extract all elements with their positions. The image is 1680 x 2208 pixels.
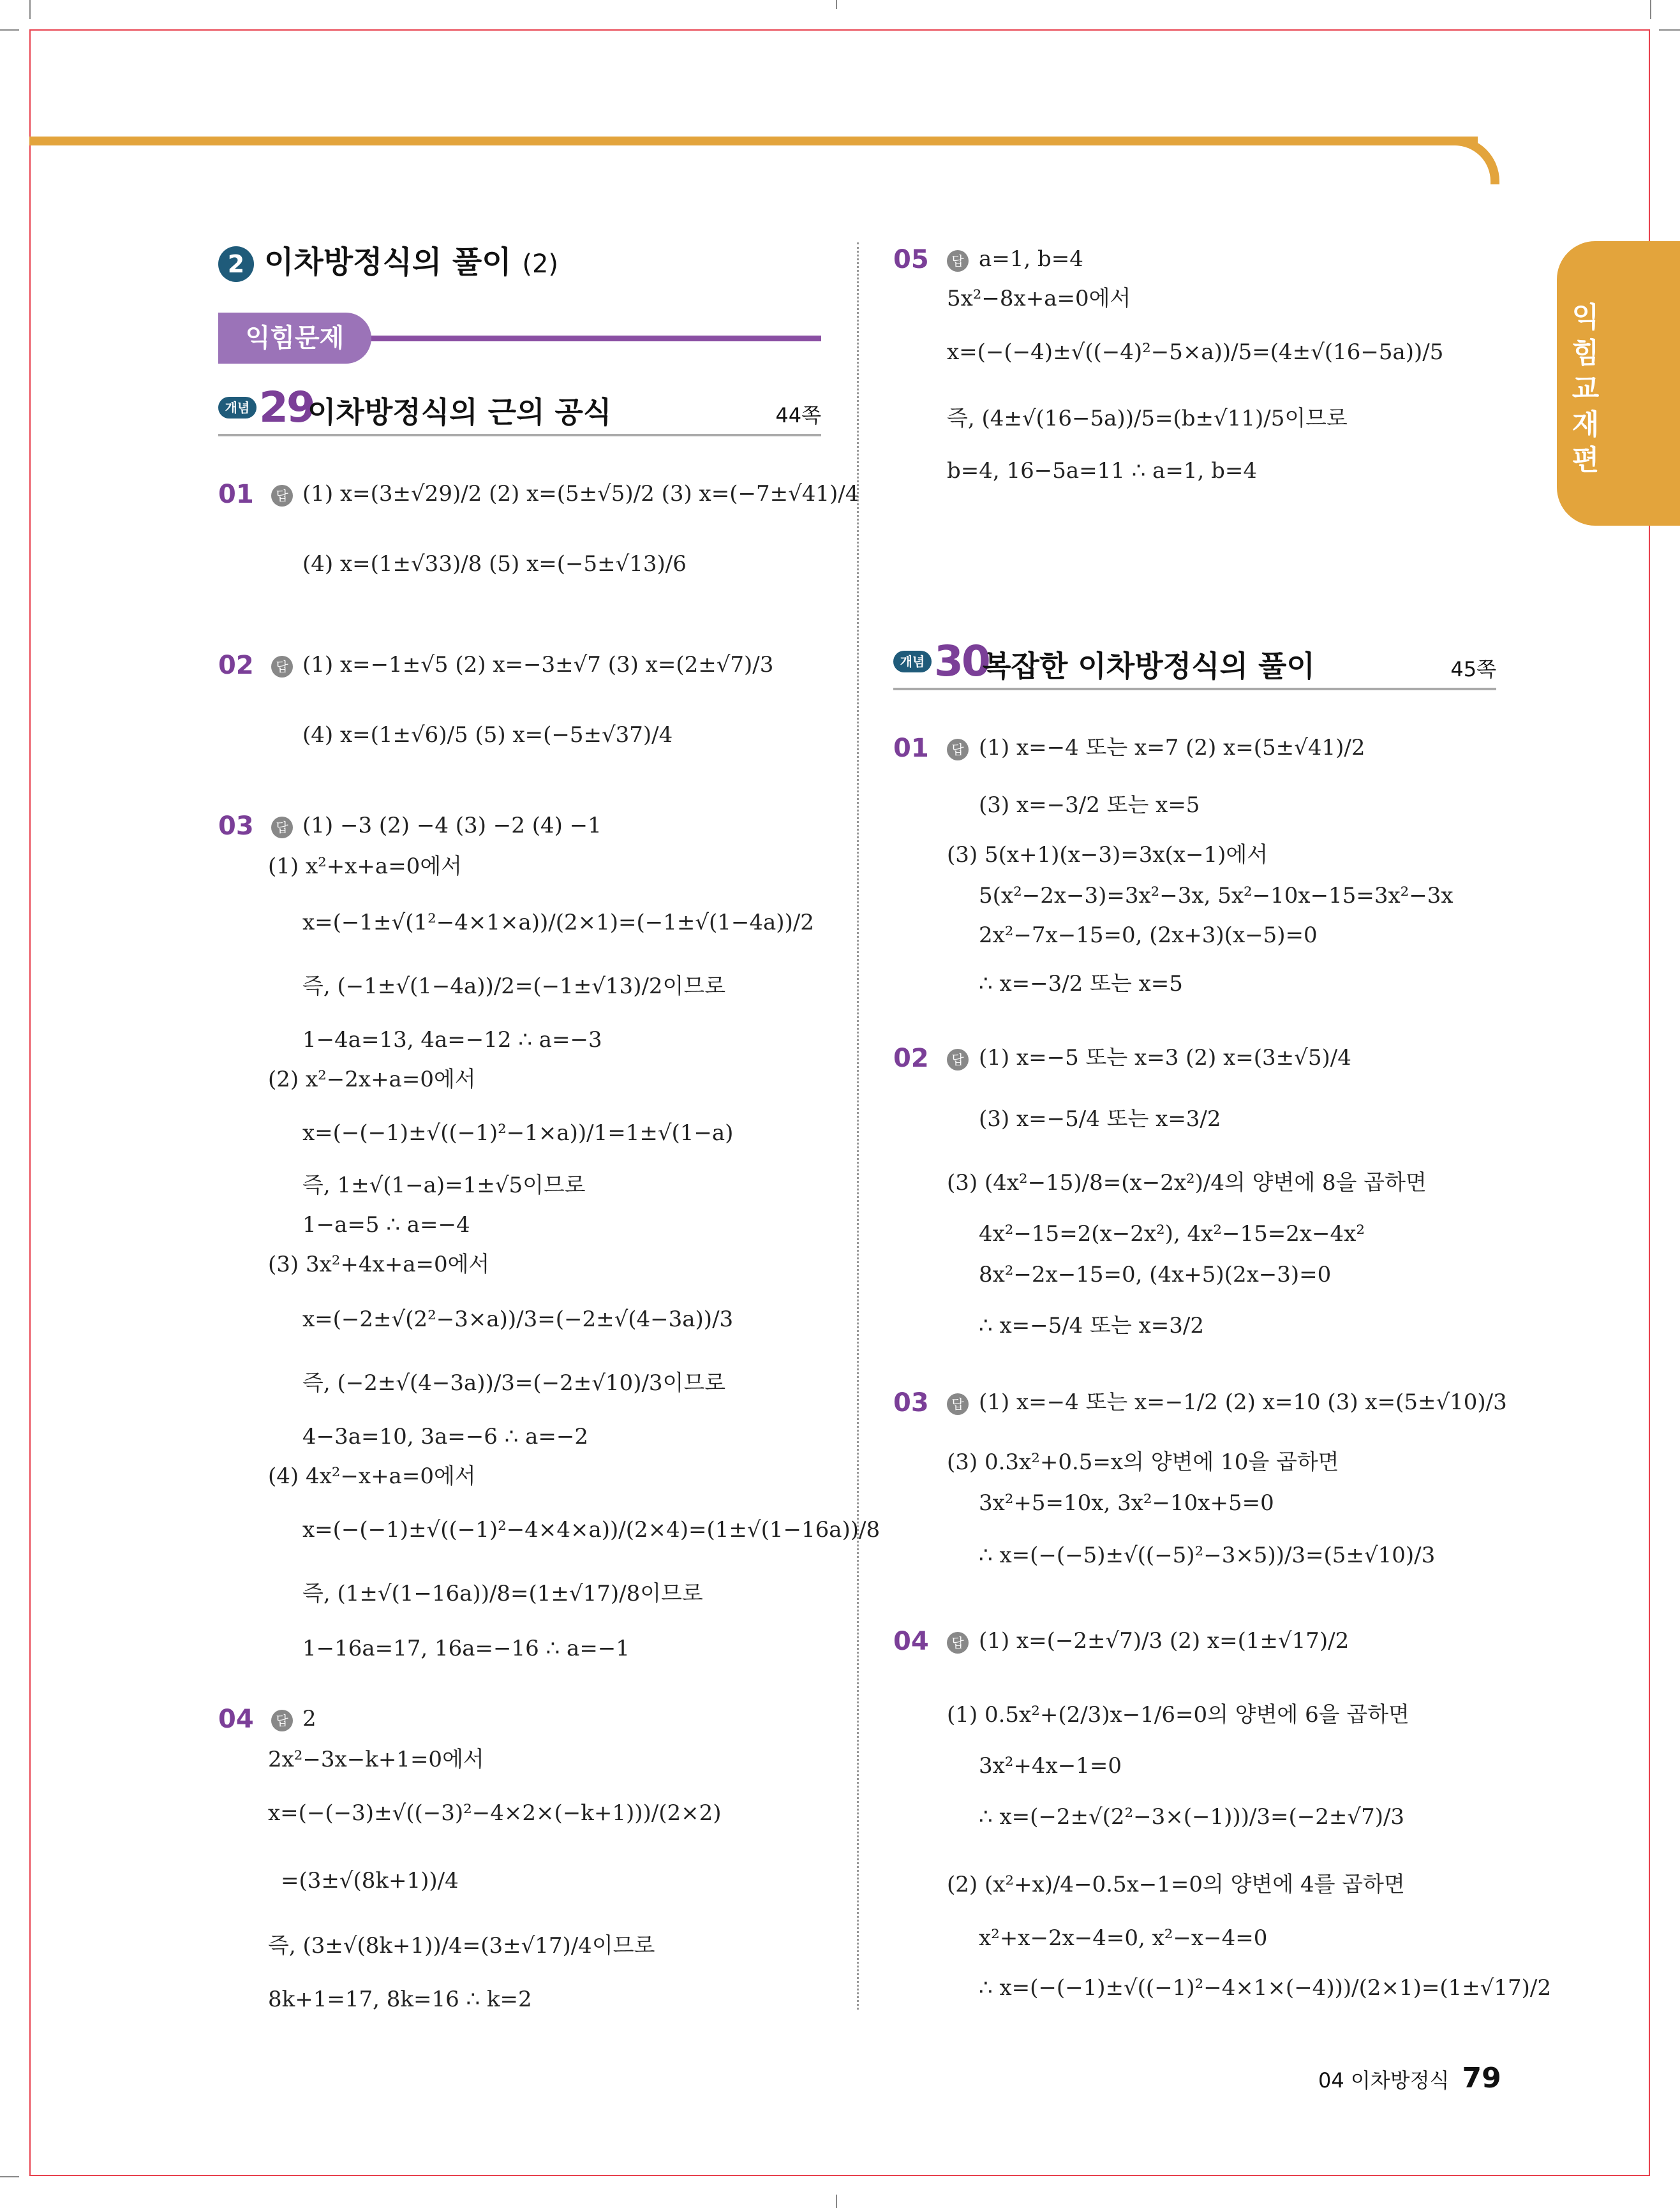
solution-line: 5x²−8x+a=0에서 — [947, 286, 1131, 311]
solution-line: (1) −3 (2) −4 (3) −2 (4) −1 — [302, 813, 602, 838]
solution-line: ∴ x=−3/2 또는 x=5 — [979, 971, 1183, 997]
solution-line: a=1, b=4 — [979, 246, 1083, 272]
solution-line: ∴ x=(−(−1)±√((−1)²−4×1×(−4)))/(2×1)=(1±√17)/2 — [979, 1975, 1551, 2001]
solution-line: (4) x=(1±√33)/8 (5) x=(−5±√13)/6 — [302, 551, 687, 577]
solution-line: x=(−(−3)±√((−3)²−4×2×(−k+1)))/(2×2) — [268, 1800, 722, 1826]
solution-line: 3x²+4x−1=0 — [979, 1753, 1122, 1779]
section-number: 2 — [218, 246, 254, 282]
concept-number: 29 — [259, 383, 314, 432]
solution-line: (1) x=−1±√5 (2) x=−3±√7 (3) x=(2±√7)/3 — [302, 652, 774, 678]
question-number: 03 — [218, 811, 254, 841]
solution-line: x=(−2±√(2²−3×a))/3=(−2±√(4−3a))/3 — [302, 1307, 734, 1332]
question-number: 02 — [218, 651, 254, 680]
solution-line: ∴ x=(−(−5)±√((−5)²−3×5))/3=(5±√10)/3 — [979, 1543, 1436, 1568]
solution-line: 4x²−15=2(x−2x²), 4x²−15=2x−4x² — [979, 1221, 1365, 1247]
solution-line: 2x²−3x−k+1=0에서 — [268, 1747, 484, 1772]
solution-line: (3) x=−3/2 또는 x=5 — [979, 792, 1200, 818]
solution-line: 즉, 1±√(1−a)=1±√5이므로 — [302, 1173, 586, 1198]
solution-line: (1) x=(3±√29)/2 (2) x=(5±√5)/2 (3) x=(−7±√41)/4 — [302, 481, 859, 507]
page-number: 79 — [1462, 2062, 1501, 2094]
solution-line: (1) 0.5x²+(2/3)x−1/6=0의 양변에 6을 곱하면 — [947, 1702, 1409, 1728]
crop-mark — [1659, 29, 1680, 31]
solution-line: 1−16a=17, 16a=−16 ∴ a=−1 — [302, 1636, 630, 1661]
answer-icon: 답 — [947, 1049, 969, 1071]
section-subtitle: (2) — [522, 249, 559, 279]
solution-line: (3) 0.3x²+0.5=x의 양변에 10을 곱하면 — [947, 1449, 1339, 1475]
solution-line: 8k+1=17, 8k=16 ∴ k=2 — [268, 1987, 532, 2012]
crop-mark — [0, 2176, 19, 2177]
solution-line: 3x²+5=10x, 3x²−10x+5=0 — [979, 1490, 1274, 1516]
practice-badge-row — [218, 313, 821, 364]
solution-line: x=(−1±√(1²−4×1×a))/(2×1)=(−1±√(1−4a))/2 — [302, 910, 814, 935]
solution-line: (4) 4x²−x+a=0에서 — [268, 1463, 476, 1489]
concept-label: 개념 — [893, 651, 932, 672]
answer-icon: 답 — [271, 485, 293, 507]
answer-icon: 답 — [271, 656, 293, 678]
solution-line: x=(−(−4)±√((−4)²−5×a))/5=(4±√(16−5a))/5 — [947, 339, 1444, 365]
side-tab-label: 익힘교재편 — [1572, 301, 1600, 477]
solution-line: ∴ x=(−2±√(2²−3×(−1)))/3=(−2±√7)/3 — [979, 1804, 1405, 1830]
solution-line: (1) x=−4 또는 x=7 (2) x=(5±√41)/2 — [979, 735, 1365, 760]
solution-line: (3) 3x²+4x+a=0에서 — [268, 1252, 490, 1277]
solution-line: 즉, (4±√(16−5a))/5=(b±√11)/5이므로 — [947, 406, 1348, 431]
answer-icon: 답 — [947, 250, 969, 272]
answer-icon: 답 — [271, 817, 293, 838]
solution-line: (1) x=(−2±√7)/3 (2) x=(1±√17)/2 — [979, 1628, 1349, 1654]
question-number: 04 — [218, 1705, 254, 1734]
badge-underline — [365, 336, 821, 341]
solution-line: 5(x²−2x−3)=3x²−3x, 5x²−10x−15=3x²−3x — [979, 883, 1453, 908]
section-title — [218, 237, 558, 282]
solution-line: 즉, (1±√(1−16a))/8=(1±√17)/8이므로 — [302, 1581, 703, 1606]
solution-line: x=(−(−1)±√((−1)²−4×4×a))/(2×4)=(1±√(1−16a))/8 — [302, 1517, 881, 1543]
solution-line: b=4, 16−5a=11 ∴ a=1, b=4 — [947, 458, 1258, 484]
solution-line: 2 — [302, 1706, 316, 1731]
crop-mark — [1650, 0, 1651, 19]
solution-line: x²+x−2x−4=0, x²−x−4=0 — [979, 1925, 1268, 1951]
concept-title: 복잡한 이차방정식의 풀이 — [983, 649, 1315, 683]
question-number: 02 — [893, 1044, 929, 1073]
solution-line: (1) x=−4 또는 x=−1/2 (2) x=10 (3) x=(5±√10)/3 — [979, 1389, 1507, 1415]
section-title-text: 이차방정식의 풀이 — [264, 244, 512, 280]
solution-line: 4−3a=10, 3a=−6 ∴ a=−2 — [302, 1424, 589, 1449]
question-number: 01 — [893, 734, 929, 763]
question-number: 04 — [893, 1627, 929, 1656]
crop-mark — [836, 2195, 837, 2208]
question-number: 01 — [218, 480, 254, 509]
solution-line: 즉, (3±√(8k+1))/4=(3±√17)/4이므로 — [268, 1933, 655, 1959]
solution-line: 1−4a=13, 4a=−12 ∴ a=−3 — [302, 1027, 602, 1053]
crop-mark — [0, 29, 19, 31]
solution-line: 즉, (−1±√(1−4a))/2=(−1±√13)/2이므로 — [302, 974, 726, 999]
concept-number: 30 — [934, 637, 989, 686]
solution-line: (3) (4x²−15)/8=(x−2x²)/4의 양변에 8을 곱하면 — [947, 1170, 1427, 1196]
solution-line: (1) x=−5 또는 x=3 (2) x=(3±√5)/4 — [979, 1045, 1351, 1071]
solution-line: (2) x²−2x+a=0에서 — [268, 1067, 476, 1092]
crop-mark — [836, 0, 837, 9]
solution-line: 2x²−7x−15=0, (2x+3)(x−5)=0 — [979, 922, 1318, 948]
practice-badge: 익힘문제 — [218, 313, 371, 364]
solution-line: (3) 5(x+1)(x−3)=3x(x−1)에서 — [947, 842, 1268, 868]
concept-label: 개념 — [218, 397, 256, 419]
concept-title: 이차방정식의 근의 공식 — [308, 395, 612, 429]
solution-line: =(3±√(8k+1))/4 — [281, 1868, 459, 1893]
answer-icon: 답 — [271, 1710, 293, 1731]
solution-line: (1) x²+x+a=0에서 — [268, 854, 463, 879]
solution-line: (2) (x²+x)/4−0.5x−1=0의 양변에 4를 곱하면 — [947, 1872, 1405, 1897]
chapter-label: 04 이차방정식 — [1318, 2068, 1450, 2093]
crop-mark — [29, 0, 31, 19]
solution-line: (3) x=−5/4 또는 x=3/2 — [979, 1106, 1221, 1132]
concept-page: 44쪽 — [775, 403, 821, 427]
top-decorative-bar — [29, 137, 1478, 145]
concept-30-header — [893, 639, 1496, 690]
solution-line: ∴ x=−5/4 또는 x=3/2 — [979, 1313, 1204, 1338]
question-number: 05 — [893, 245, 929, 274]
page-footer — [1318, 2062, 1501, 2094]
question-number: 03 — [893, 1388, 929, 1418]
concept-29-header — [218, 385, 821, 436]
solution-line: 즉, (−2±√(4−3a))/3=(−2±√10)/3이므로 — [302, 1370, 726, 1396]
concept-page: 45쪽 — [1450, 657, 1496, 681]
solution-line: 8x²−2x−15=0, (4x+5)(2x−3)=0 — [979, 1262, 1332, 1287]
answer-icon: 답 — [947, 1393, 969, 1415]
solution-line: (4) x=(1±√6)/5 (5) x=(−5±√37)/4 — [302, 722, 673, 748]
solution-line: x=(−(−1)±√((−1)²−1×a))/1=1±√(1−a) — [302, 1120, 734, 1146]
solution-line: 1−a=5 ∴ a=−4 — [302, 1212, 470, 1238]
answer-icon: 답 — [947, 739, 969, 760]
answer-icon: 답 — [947, 1632, 969, 1654]
